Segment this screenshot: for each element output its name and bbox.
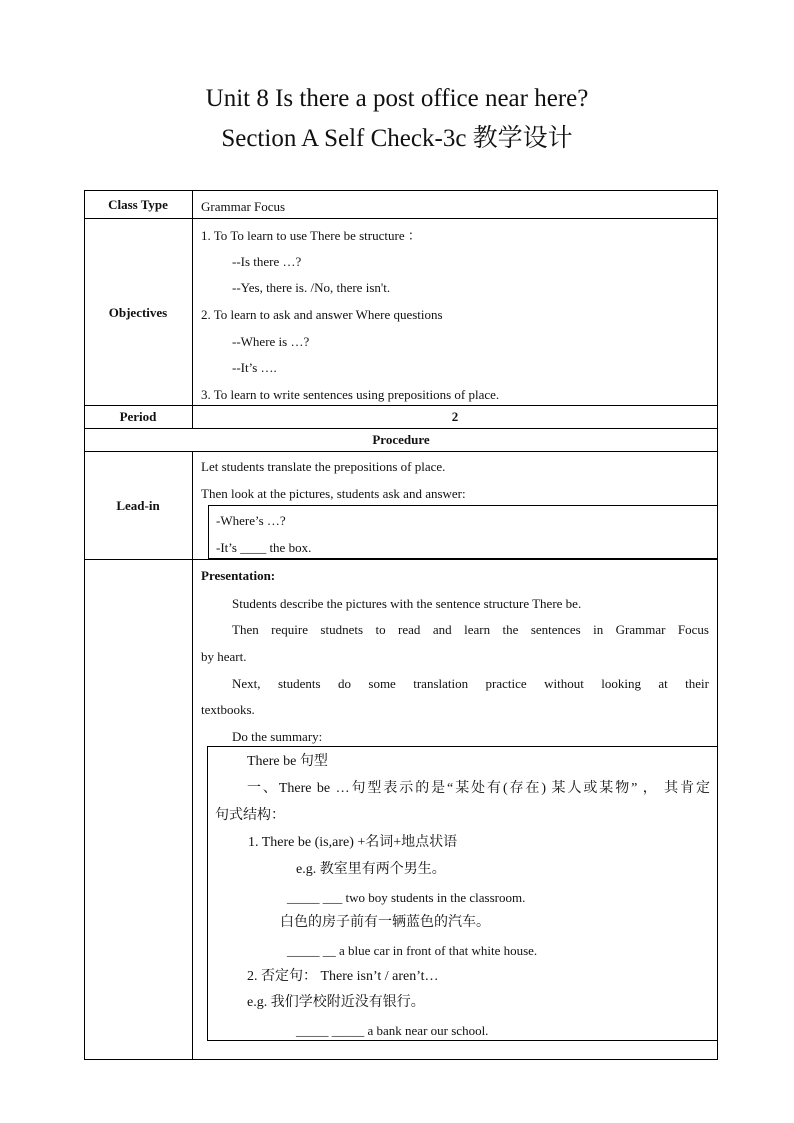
presentation-text: Students describe the pictures with the sentence structure There be. — [232, 596, 582, 611]
leadin-label: Lead-in — [116, 498, 160, 513]
objective-line: --Is there …? — [232, 254, 302, 269]
leadin-line: Then look at the pictures, students ask and answer: — [201, 486, 466, 501]
presentation-heading: Presentation: — [201, 568, 276, 583]
objective-line: 2. To learn to ask and answer Where questions — [201, 307, 443, 322]
presentation-text: textbooks. — [201, 702, 255, 717]
presentation-text: Do the summary: — [232, 729, 323, 744]
table-border-bottom — [84, 1059, 718, 1060]
summary-line: 2. 否定句： There isn’t / aren’t… — [247, 969, 439, 984]
objective-line: --Yes, there is. /No, there isn't. — [232, 280, 391, 295]
objective-line: --Where is …? — [232, 334, 310, 349]
class-type-value: Grammar Focus — [201, 199, 286, 214]
document-title-line-1: Unit 8 Is there a post office near here? — [205, 85, 589, 112]
table-row-divider — [84, 428, 718, 429]
summary-line: There be 句型 — [247, 754, 328, 769]
presentation-text: Then require studnets to read and learn the sentences in Grammar Focus — [232, 622, 709, 637]
summary-line: 句式结构： — [215, 808, 285, 823]
leadin-dialogue-line: -Where’s …? — [216, 513, 286, 528]
table-row-divider — [84, 405, 718, 406]
table-border-top — [84, 190, 718, 191]
class-type-label: Class Type — [108, 197, 168, 212]
objectives-label: Objectives — [108, 305, 168, 320]
objective-line: 1. To To learn to use There be structure ： — [201, 228, 421, 243]
table-border-left — [84, 190, 85, 1060]
leadin-dialogue-line: -It’s ____ the box. — [216, 540, 312, 555]
table-row-divider — [84, 218, 718, 219]
objective-line: 3. To learn to write sentences using prepositions of place. — [201, 387, 500, 402]
table-row-divider — [84, 451, 718, 452]
summary-line: 一、There be …句型表示的是“某处有(存在) 某人或某物” ， 其肯定 — [247, 781, 710, 796]
procedure-heading: Procedure — [372, 432, 430, 447]
presentation-text: by heart. — [201, 649, 247, 664]
summary-line: _____ ___ two boy students in the classroom. — [287, 890, 526, 905]
period-value: 2 — [451, 409, 459, 424]
summary-line: e.g. 我们学校附近没有银行。 — [247, 995, 425, 1010]
summary-line: _____ _____ a bank near our school. — [296, 1023, 489, 1038]
summary-line: 白色的房子前有一辆蓝色的汽车。 — [280, 915, 490, 930]
document-title-line-2: Section A Self Check-3c 教学设计 — [221, 125, 573, 152]
summary-line: e.g. 教室里有两个男生。 — [296, 862, 446, 877]
objective-line: --It’s …. — [232, 360, 277, 375]
table-column-divider — [192, 451, 193, 1059]
presentation-text: Next, students do some translation practice without looking at their — [232, 676, 709, 691]
table-row-divider — [84, 559, 718, 560]
leadin-line: Let students translate the prepositions of place. — [201, 459, 446, 474]
summary-line: _____ __ a blue car in front of that white house. — [287, 943, 538, 958]
period-label: Period — [119, 409, 157, 424]
table-column-divider — [192, 190, 193, 428]
summary-line: 1. There be (is,are) +名词+地点状语 — [248, 835, 458, 850]
